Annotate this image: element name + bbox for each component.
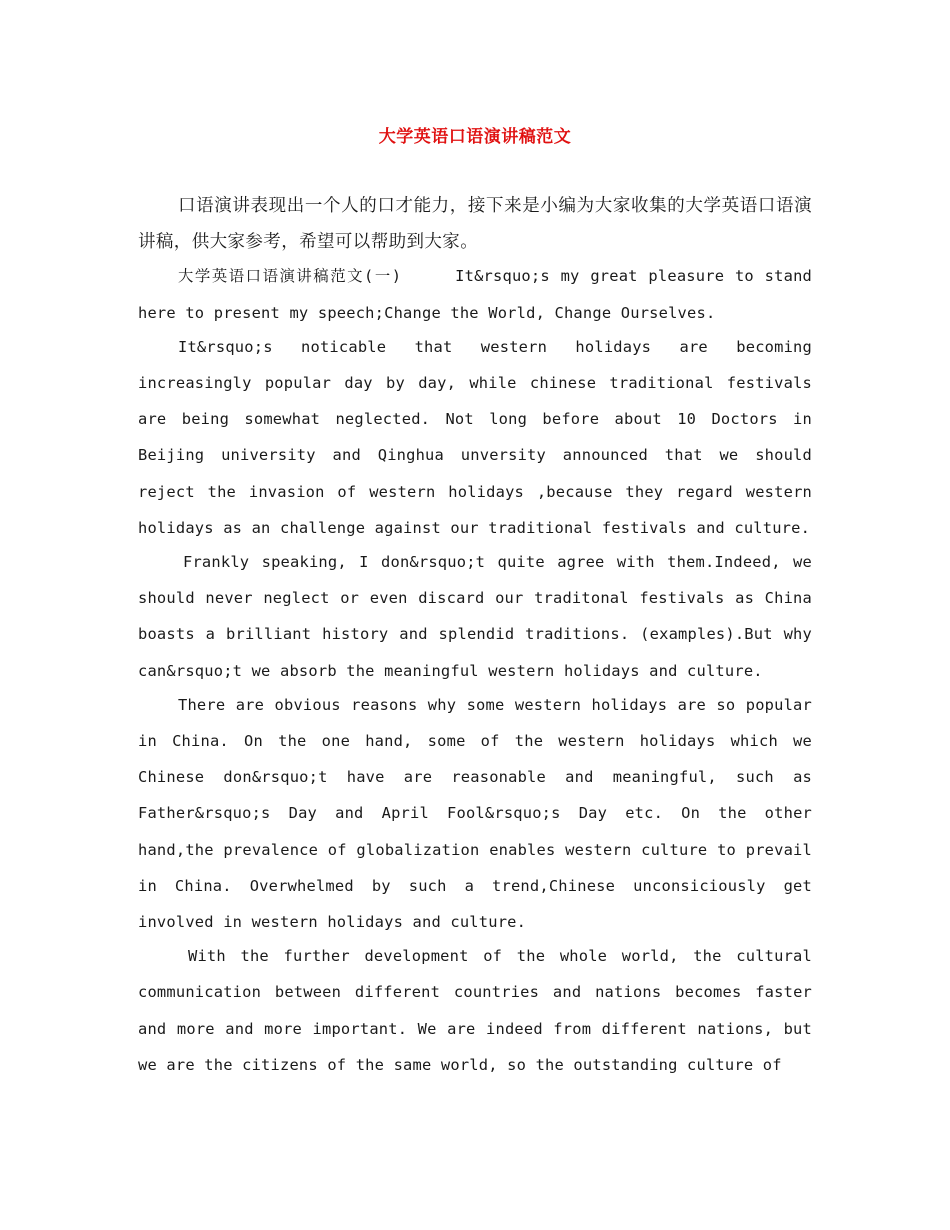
body-paragraph-2: Frankly speaking, I don&rsquo;t quite agree with them.Indeed, we should never neglect or even discard our traditonal festivals as China boasts a brilliant history and splendid traditions. (examples).But why can&rsquo;t we absorb the meaningful western holidays and culture. (138, 553, 812, 680)
body-paragraph-3: There are obvious reasons why some western holidays are so popular in China. On the one hand, some of the western holidays which we Chinese don&rsquo;t have are reasonable and meaningful, such as Father&rsquo;s Day and April Fool&rsquo;s Day etc. On the other hand,the prevalence of globalization enables western culture to prevail in China. Overwhelmed by such a trend,Chinese unconsiciously get involved in western holidays and culture. (138, 695, 812, 932)
speech-opening-paragraph: 大学英语口语演讲稿范文(一) It&rsquo;s my great pleasure to stand here to present my speech;Change the World, Change Ourselves. (138, 267, 822, 322)
intro-paragraph: 口语演讲表现出一个人的口才能力，接下来是小编为大家收集的大学英语口语演讲稿，供大家参考，希望可以帮助到大家。 (138, 196, 812, 253)
document-body (138, 188, 822, 1083)
body-paragraph-1: It&rsquo;s noticable that western holidays are becoming increasingly popular day by day, while chinese traditional festivals are being somewhat neglected. Not long before about 10 Doctors in Beijing university and Qinghua unversity announced that we should reject the invasion of western holidays ,because they regard western holidays as an challenge against our traditional festivals and culture. (138, 337, 812, 537)
document-title: 大学英语口语演讲稿范文 (378, 127, 572, 147)
body-paragraph-4: With the further development of the whole world, the cultural communication between different countries and nations becomes faster and more and more important. We are indeed from different nations, but we are the citizens of the same world, so the outstanding culture of (138, 947, 812, 1074)
